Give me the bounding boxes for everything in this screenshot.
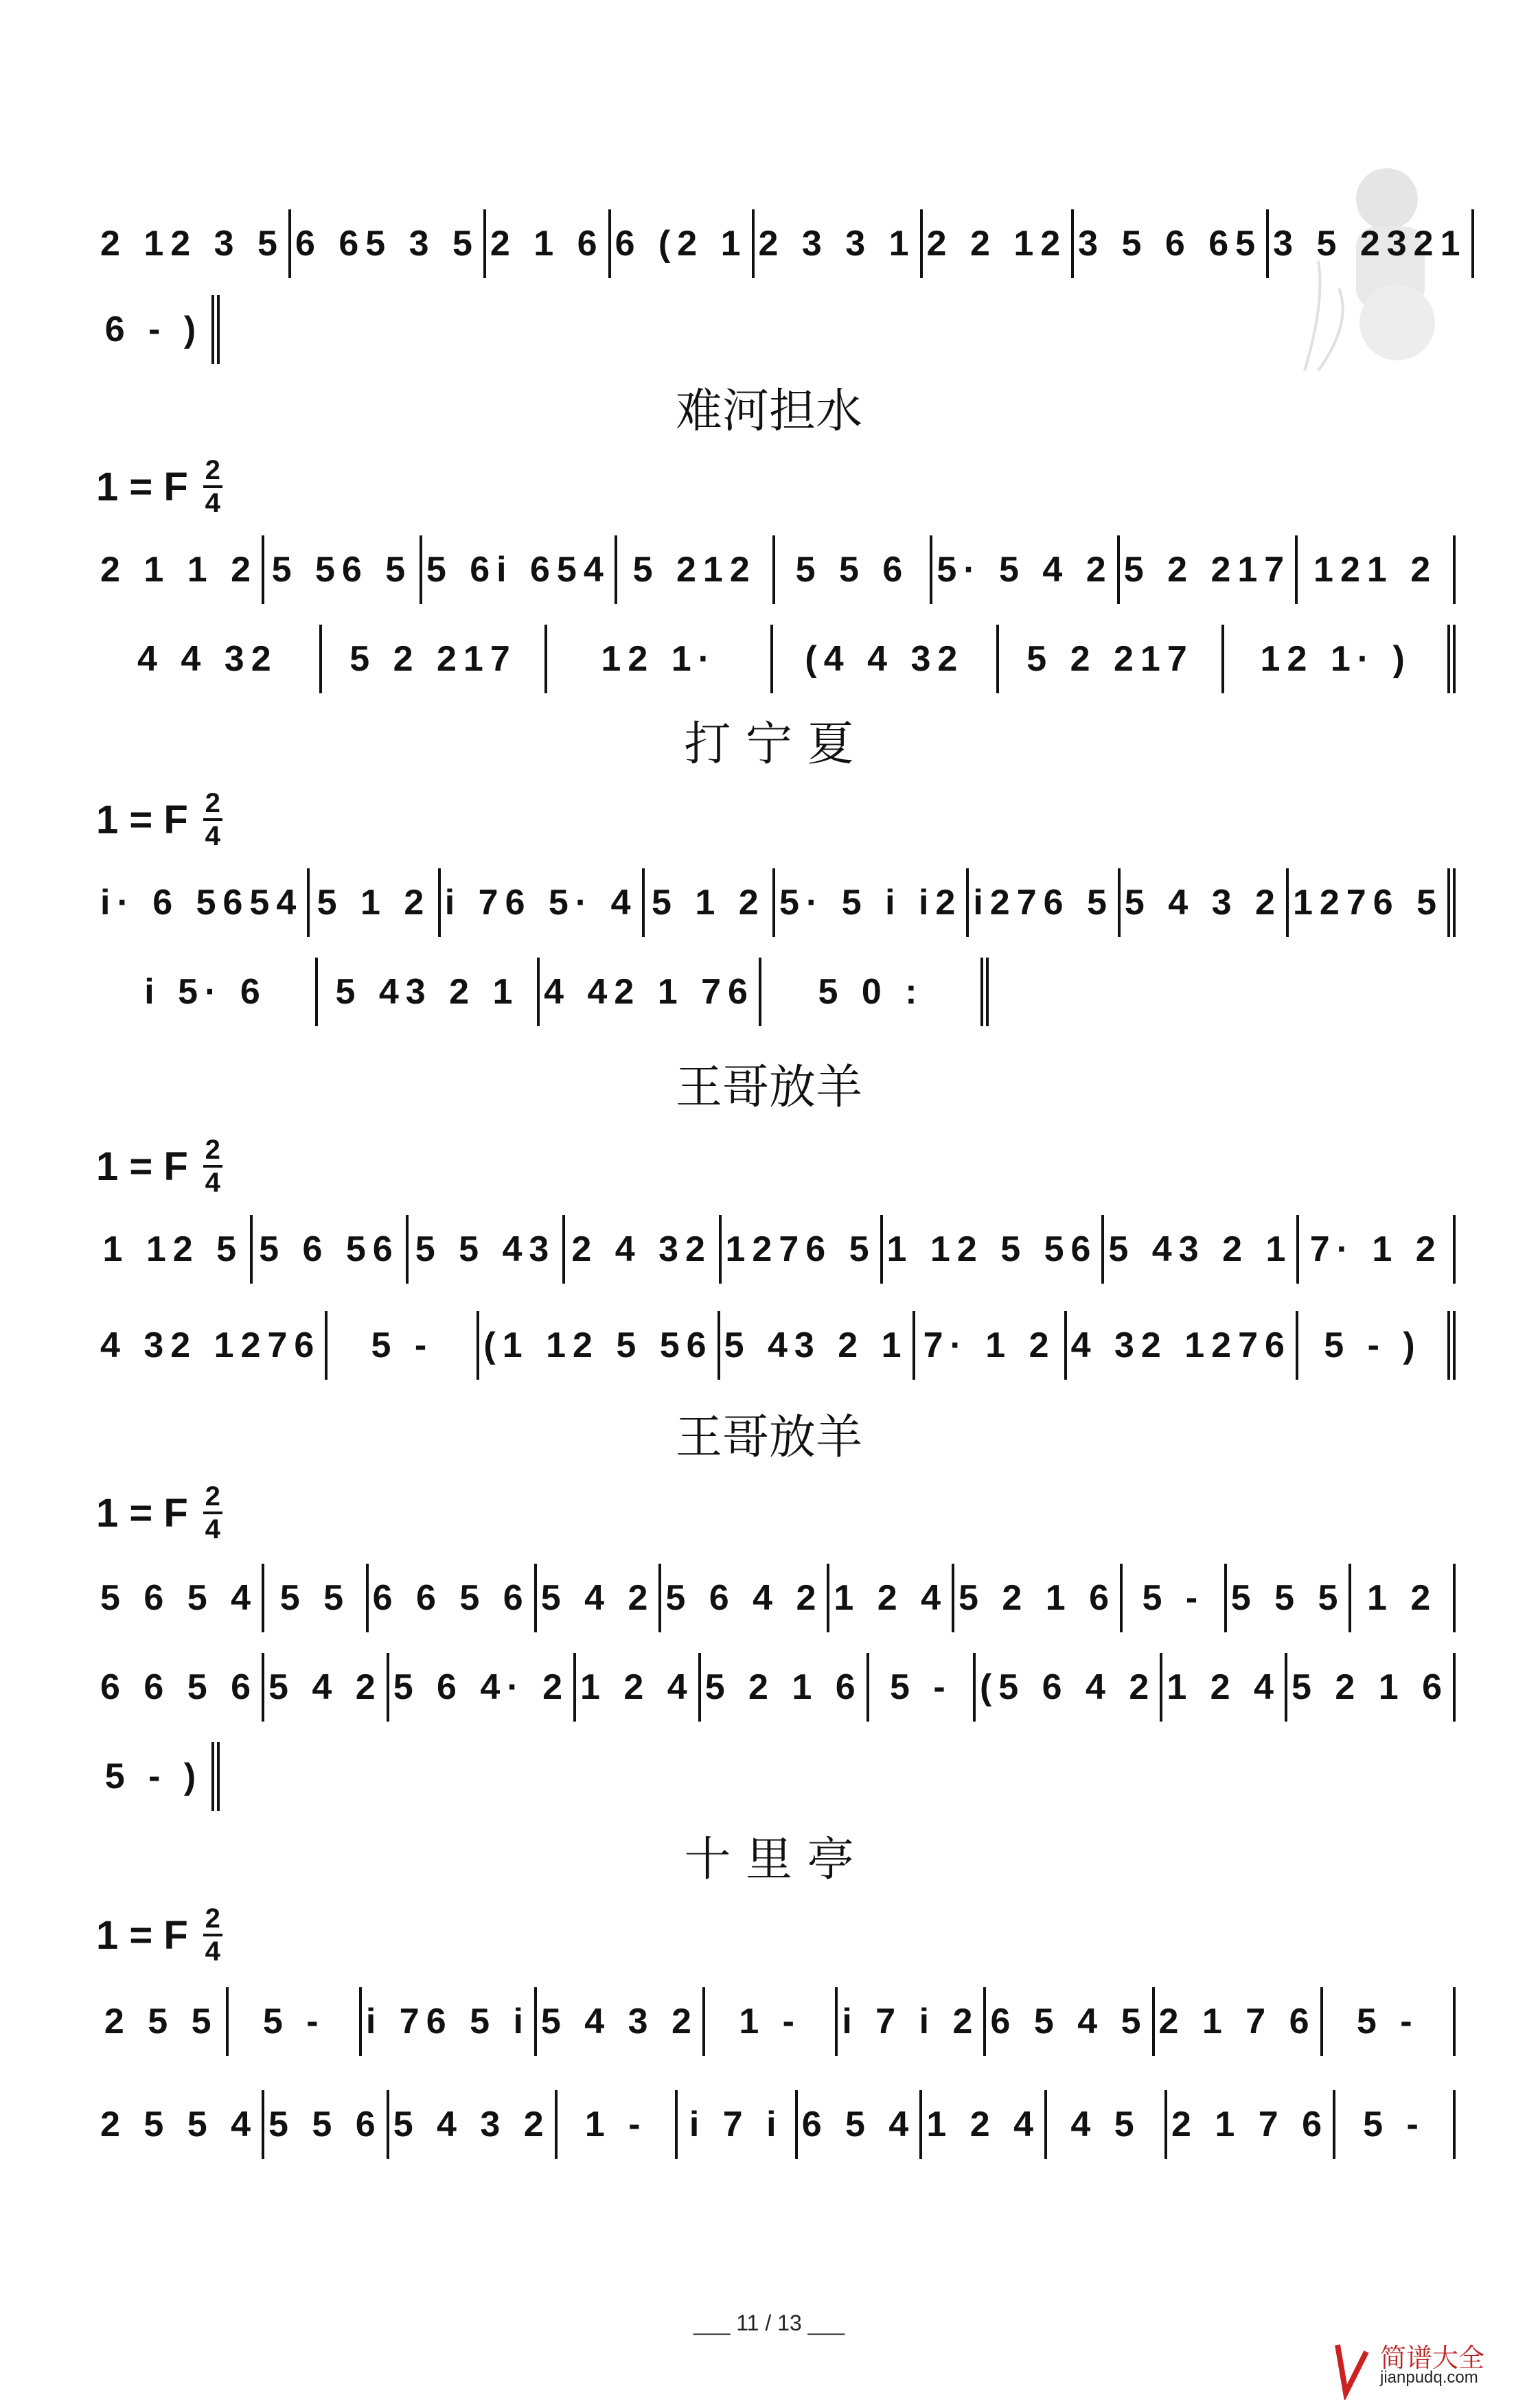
measure: 4 5 — [1070, 2105, 1141, 2144]
song-title: 十 里 亭 — [684, 1833, 854, 1887]
time-signature — [203, 1136, 222, 1196]
measure: 6 6 5 6 — [100, 1667, 258, 1707]
measure: 1276 5 — [725, 1229, 876, 1269]
measure: 1 2 — [1367, 1578, 1438, 1618]
measure: 5 5 43 — [415, 1229, 556, 1269]
measure: 121 2 — [1313, 550, 1438, 590]
measure: 5 2 217 — [1123, 550, 1292, 590]
key-signature — [96, 1905, 222, 1965]
time-top: 2 — [205, 1903, 220, 1934]
measure: 5 1 2 — [317, 883, 431, 923]
measure: 5· 5 i i2 — [779, 883, 963, 923]
measure: 3 5 2321 — [1273, 224, 1467, 264]
measure: i 7 i 2 — [842, 2002, 980, 2041]
song-title: 难河担水 — [675, 384, 862, 439]
measure: (4 4 32 — [805, 639, 965, 679]
time-top: 2 — [205, 788, 220, 818]
measure: i· 6 5654 — [100, 883, 303, 923]
measure: 5 - — [1142, 1578, 1205, 1618]
measure: 5 2 1 6 — [704, 1667, 862, 1707]
song2-line-2 — [96, 958, 989, 1026]
time-signature — [203, 789, 222, 850]
measure: 5 56 5 — [271, 550, 413, 590]
song5-line-1 — [96, 1987, 1456, 2056]
song-title: 打 宁 夏 — [684, 717, 854, 772]
song5-line-2 — [96, 2090, 1456, 2159]
measure: 1 12 5 56 — [886, 1229, 1098, 1269]
song3-line-1 — [96, 1215, 1456, 1284]
measure: 5 4 3 2 — [393, 2105, 551, 2144]
key-label: 1 = F — [96, 1912, 188, 1958]
measure: 4 32 1276 — [100, 1325, 321, 1365]
logo-icon — [1332, 2338, 1373, 2400]
measure: 5 4 2 — [540, 1578, 655, 1618]
measure: 6 (2 1 — [615, 224, 748, 264]
key-label: 1 = F — [96, 1144, 188, 1189]
measure: 5 5 — [279, 1578, 350, 1618]
measure: 4 32 1276 — [1070, 1325, 1292, 1365]
measure: (5 6 4 2 — [979, 1667, 1156, 1707]
key-signature — [96, 1483, 222, 1543]
measure: 6 6 5 6 — [372, 1578, 530, 1618]
measure: 5 6i 654 — [426, 550, 610, 590]
song-title: 王哥放羊 — [675, 1411, 862, 1465]
key-label: 1 = F — [96, 1490, 188, 1536]
measure: 5 6 5 4 — [100, 1578, 258, 1618]
measure: 2 5 5 — [104, 2002, 218, 2041]
time-bottom: 4 — [205, 821, 220, 851]
measure: 5 5 6 — [795, 550, 910, 590]
time-signature — [203, 456, 222, 517]
site-logo — [1332, 2334, 1538, 2403]
key-label: 1 = F — [96, 464, 188, 509]
measure: 1 2 4 — [926, 2105, 1040, 2144]
time-bottom: 4 — [205, 488, 220, 518]
measure: 5 - — [1356, 2002, 1419, 2041]
measure: 5 1 2 — [651, 883, 766, 923]
measure: 1 12 5 — [102, 1229, 244, 1269]
measure: 2 1 1 2 — [100, 550, 258, 590]
measure: 2 3 3 1 — [758, 224, 916, 264]
measure: 5 43 2 1 — [335, 972, 520, 1012]
time-top: 2 — [205, 455, 220, 485]
measure: 2 12 3 5 — [100, 224, 284, 264]
time-top: 2 — [205, 1481, 220, 1512]
measure: 5 5 6 — [268, 2105, 382, 2144]
measure: 5 - — [1363, 2105, 1425, 2144]
time-bottom: 4 — [205, 1514, 220, 1544]
measure: 5 6 56 — [259, 1229, 400, 1269]
measure: 2 4 32 — [571, 1229, 712, 1269]
measure: 5 43 2 1 — [1108, 1229, 1293, 1269]
measure: 5 2 217 — [1026, 639, 1194, 679]
measure: 1276 5 — [1292, 883, 1443, 923]
song4-line-3 — [96, 1742, 220, 1811]
measure: 5 6 4 2 — [665, 1578, 823, 1618]
measure: 5 6 4· 2 — [393, 1667, 570, 1707]
measure: 5 43 2 1 — [724, 1325, 908, 1365]
measure: 6 5 4 — [801, 2105, 916, 2144]
measure: 2 1 7 6 — [1171, 2105, 1329, 2144]
time-bottom: 4 — [205, 1168, 220, 1198]
measure: 1 2 4 — [834, 1578, 948, 1618]
measure: i 76 5 i — [365, 2002, 530, 2041]
measure: 5 0 : — [818, 972, 924, 1012]
measure: 5 5 5 — [1230, 1578, 1345, 1618]
key-signature — [96, 1136, 222, 1196]
measure: 5 - ) — [1324, 1325, 1422, 1365]
measure: 5 2 1 6 — [1291, 1667, 1449, 1707]
fragment-line-1 — [96, 209, 1467, 278]
song2-line-1 — [96, 868, 1456, 937]
measure: 5 4 2 — [268, 1667, 382, 1707]
measure: 5 - — [890, 1667, 952, 1707]
logo-text-site: jianpudq.com — [1380, 2368, 1478, 2387]
measure: 6 65 3 5 — [295, 224, 479, 264]
measure: 5 212 — [632, 550, 757, 590]
key-signature — [96, 789, 222, 850]
time-signature — [203, 1905, 222, 1965]
measure: 5 - — [371, 1325, 434, 1365]
measure: i 5· 6 — [144, 972, 267, 1012]
measure: 4 4 32 — [137, 639, 278, 679]
measure: 6 5 4 5 — [990, 2002, 1148, 2041]
measure: 5 2 1 6 — [959, 1578, 1116, 1618]
measure: 5 - ) — [104, 1757, 203, 1796]
measure: 2 1 7 6 — [1158, 2002, 1316, 2041]
measure: 2 5 5 4 — [100, 2105, 258, 2144]
key-label: 1 = F — [96, 797, 188, 842]
measure: 7· 1 2 — [1309, 1229, 1443, 1269]
song4-line-1 — [96, 1564, 1456, 1632]
measure: i 7 i — [689, 2105, 783, 2144]
measure: 7· 1 2 — [923, 1325, 1056, 1365]
time-top: 2 — [205, 1135, 220, 1165]
measure: 12 1· — [601, 639, 717, 679]
song1-line-2 — [96, 625, 1456, 693]
measure: 3 5 6 65 — [1078, 224, 1263, 264]
song-title: 王哥放羊 — [675, 1061, 862, 1115]
measure: 5 2 217 — [349, 639, 517, 679]
time-signature — [203, 1483, 222, 1543]
measure: 5· 5 4 2 — [937, 550, 1113, 590]
key-signature — [96, 456, 222, 517]
measure: 2 2 12 — [926, 224, 1068, 264]
measure: 5 4 3 2 — [1124, 883, 1282, 923]
song3-line-2 — [96, 1311, 1456, 1380]
measure: 1 - — [584, 2105, 647, 2144]
measure: 2 1 6 — [490, 224, 604, 264]
measure: 4 42 1 76 — [544, 972, 755, 1012]
measure: 5 4 3 2 — [540, 2002, 698, 2041]
measure: i276 5 — [973, 883, 1114, 923]
measure: 12 1· ) — [1260, 639, 1412, 679]
measure: 6 - ) — [104, 310, 203, 349]
logo-text-cn: 简谱大全 — [1380, 2343, 1485, 2373]
measure: 5 - — [262, 2002, 325, 2041]
measure: (1 12 5 56 — [483, 1325, 713, 1365]
song1-line-1 — [96, 535, 1456, 604]
measure: i 76 5· 4 — [444, 883, 638, 923]
fragment-line-2 — [96, 295, 220, 364]
page-number: ___ 11 / 13 ___ — [693, 2311, 845, 2335]
song4-line-2 — [96, 1653, 1456, 1722]
measure: 1 - — [739, 2002, 801, 2041]
measure: 1 2 4 — [1167, 1667, 1281, 1707]
measure: 1 2 4 — [580, 1667, 694, 1707]
time-bottom: 4 — [205, 1936, 220, 1967]
